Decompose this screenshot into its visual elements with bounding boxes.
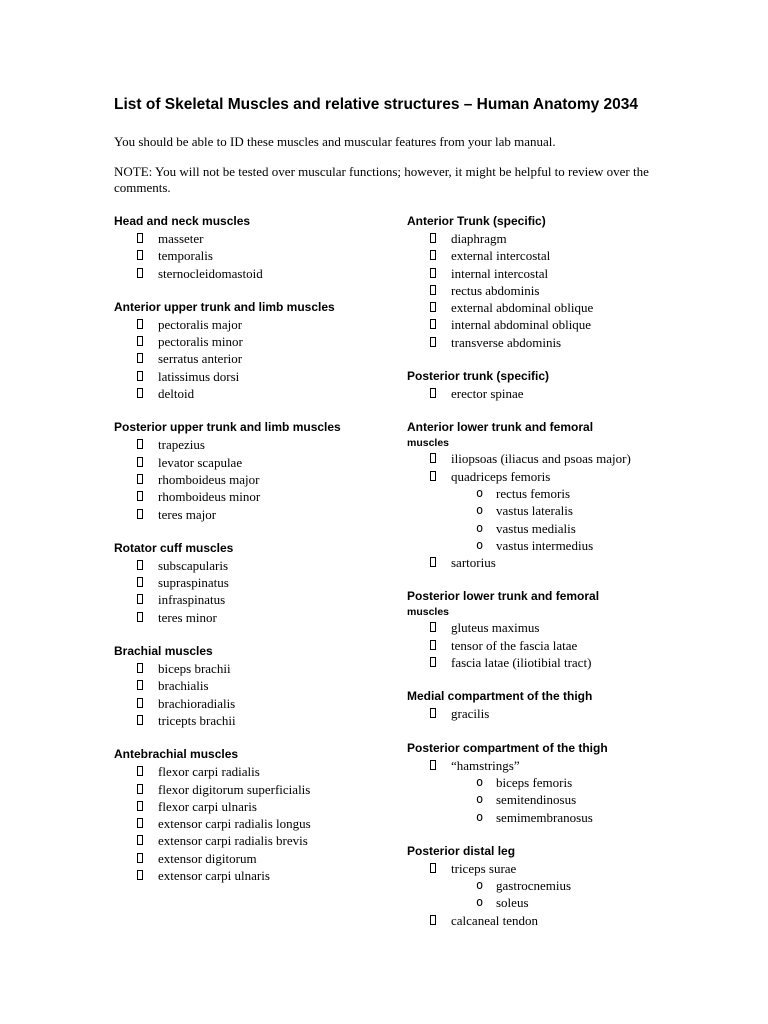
section-heading: Posterior trunk (specific) xyxy=(407,369,550,384)
checkbox-bullet-icon xyxy=(137,784,143,794)
checkbox-bullet-icon xyxy=(430,863,436,873)
muscle-list xyxy=(407,757,707,826)
item-label: supraspinatus xyxy=(158,575,229,591)
sub-item-label: rectus femoris xyxy=(496,485,571,501)
item-label: iliopsoas (iliacus and psoas major) xyxy=(451,451,631,467)
sub-item-label: vastus medialis xyxy=(496,520,576,536)
list-item xyxy=(407,316,707,333)
checkbox-bullet-icon xyxy=(137,319,143,329)
checkbox-bullet-icon xyxy=(430,250,436,260)
checkbox-bullet-icon xyxy=(430,640,436,650)
checkbox-bullet-icon xyxy=(430,285,436,295)
section-heading: Anterior lower trunk and femoral xyxy=(407,420,594,435)
item-label: flexor carpi radialis xyxy=(158,764,260,780)
checkbox-bullet-icon xyxy=(137,680,143,690)
note-text: NOTE: You will not be tested over muscular functions; however, it might be helpful to review over the comments. xyxy=(114,164,649,195)
muscle-list xyxy=(114,436,394,522)
checkbox-bullet-icon xyxy=(137,457,143,467)
item-label: sternocleidomastoid xyxy=(158,265,263,281)
item-label: trapezius xyxy=(158,437,205,453)
item-label: levator scapulae xyxy=(158,454,243,470)
list-item xyxy=(114,265,394,282)
list-item xyxy=(407,450,707,467)
item-label: pectoralis major xyxy=(158,316,243,332)
sub-list-item xyxy=(451,791,707,808)
item-label: masseter xyxy=(158,231,204,246)
list-item xyxy=(114,316,394,333)
checkbox-bullet-icon xyxy=(430,319,436,329)
muscle-list xyxy=(407,450,707,571)
checkbox-bullet-icon xyxy=(430,760,436,770)
section-heading: Anterior upper trunk and limb muscles xyxy=(114,299,335,314)
item-label: transverse abdominis xyxy=(451,334,562,350)
sub-list xyxy=(407,877,707,912)
checkbox-bullet-icon xyxy=(137,439,143,449)
checkbox-bullet-icon xyxy=(137,233,143,243)
sub-list-item xyxy=(451,774,707,791)
list-item xyxy=(114,867,394,884)
list-item xyxy=(114,781,394,798)
list-item xyxy=(407,247,707,264)
item-label: internal abdominal oblique xyxy=(451,317,592,333)
list-item xyxy=(114,436,394,453)
item-label: teres minor xyxy=(158,609,217,625)
list-item xyxy=(407,468,707,554)
section-posterior-trunk-specific xyxy=(407,367,707,402)
section-heading: Posterior lower trunk and femoral xyxy=(407,589,600,604)
list-item xyxy=(114,506,394,523)
list-item xyxy=(114,368,394,385)
sub-item-label: semimembranosus xyxy=(496,809,593,825)
list-item xyxy=(114,488,394,505)
sub-item-label: soleus xyxy=(496,895,529,911)
sub-list-item xyxy=(451,520,707,537)
checkbox-bullet-icon xyxy=(430,337,436,347)
section-heading: Medial compartment of the thigh xyxy=(407,689,593,704)
sub-list-item xyxy=(451,809,707,826)
item-label: external abdominal oblique xyxy=(451,300,594,316)
list-item xyxy=(407,265,707,282)
document-title: List of Skeletal Muscles and relative structures – Human Anatomy 2034 xyxy=(114,96,639,113)
muscle-list xyxy=(407,860,707,929)
checkbox-bullet-icon xyxy=(430,453,436,463)
muscle-list xyxy=(407,705,707,722)
checkbox-bullet-icon xyxy=(137,474,143,484)
list-item xyxy=(114,350,394,367)
list-item xyxy=(407,299,707,316)
list-item xyxy=(114,609,394,626)
section-heading: Antebrachial muscles xyxy=(114,747,239,762)
item-label: quadriceps femoris xyxy=(451,468,551,484)
list-item xyxy=(114,247,394,264)
list-item xyxy=(114,385,394,402)
item-label: fascia latae (iliotibial tract) xyxy=(451,655,592,671)
muscle-list xyxy=(114,230,394,282)
section-heading: Posterior compartment of the thigh xyxy=(407,740,608,755)
list-item xyxy=(114,677,394,694)
section-heading: Head and neck muscles xyxy=(114,214,251,228)
section-subheading: muscles xyxy=(407,606,450,619)
section-medial-compartment-of-the-thigh xyxy=(407,687,707,722)
item-label: flexor digitorum superficialis xyxy=(158,781,311,797)
checkbox-bullet-icon xyxy=(137,250,143,260)
sub-item-label: vastus lateralis xyxy=(496,503,573,519)
item-label: serratus anterior xyxy=(158,351,243,367)
sub-list-item xyxy=(451,537,707,554)
item-label: sartorius xyxy=(451,555,496,571)
section-head-and-neck-muscles xyxy=(114,212,394,282)
checkbox-bullet-icon xyxy=(137,371,143,381)
list-item xyxy=(407,385,707,402)
section-anterior-lower-trunk-and-femoral xyxy=(407,418,707,571)
section-heading: Posterior distal leg xyxy=(407,843,516,858)
checkbox-bullet-icon xyxy=(137,801,143,811)
section-anterior-upper-trunk-and-limb-muscles xyxy=(114,298,394,402)
checkbox-bullet-icon xyxy=(137,663,143,673)
list-item xyxy=(114,454,394,471)
list-item xyxy=(407,554,707,571)
checkbox-bullet-icon xyxy=(137,388,143,398)
checkbox-bullet-icon xyxy=(137,594,143,604)
item-label: calcaneal tendon xyxy=(451,912,538,928)
section-heading: Anterior Trunk (specific) xyxy=(407,214,546,228)
muscle-list xyxy=(407,385,707,402)
item-label: extensor carpi radialis brevis xyxy=(158,833,308,849)
checkbox-bullet-icon xyxy=(137,577,143,587)
checkbox-bullet-icon xyxy=(137,853,143,863)
item-label: teres major xyxy=(158,506,217,522)
checkbox-bullet-icon xyxy=(430,302,436,312)
section-heading: Posterior upper trunk and limb muscles xyxy=(114,420,341,435)
checkbox-bullet-icon xyxy=(430,557,436,567)
section-antebrachial-muscles xyxy=(114,745,394,884)
right-column xyxy=(407,212,707,929)
item-label: pectoralis minor xyxy=(158,334,243,350)
muscle-list xyxy=(114,557,394,626)
item-label: extensor carpi ulnaris xyxy=(158,868,270,884)
section-posterior-lower-trunk-and-femoral xyxy=(407,587,707,671)
item-label: gracilis xyxy=(451,706,490,722)
checkbox-bullet-icon xyxy=(430,708,436,718)
sub-list-item xyxy=(451,877,707,894)
checkbox-bullet-icon xyxy=(430,915,436,925)
list-item xyxy=(114,230,394,247)
checkbox-bullet-icon xyxy=(137,835,143,845)
intro-text: You should be able to ID these muscles and muscular features from your lab manual. xyxy=(114,134,556,149)
section-rotator-cuff-muscles xyxy=(114,539,394,626)
list-item xyxy=(407,637,707,654)
section-heading: Rotator cuff muscles xyxy=(114,540,234,555)
sub-item-label: semitendinosus xyxy=(496,792,577,808)
checkbox-bullet-icon xyxy=(137,491,143,501)
list-item xyxy=(407,619,707,636)
item-label: external intercostal xyxy=(451,248,551,264)
muscle-list xyxy=(114,660,394,729)
item-label: brachioradialis xyxy=(158,695,236,711)
sub-list-item xyxy=(451,894,707,911)
checkbox-bullet-icon xyxy=(430,233,436,243)
list-item xyxy=(407,282,707,299)
muscle-list xyxy=(407,230,707,351)
section-brachial-muscles xyxy=(114,642,394,729)
sub-list-item xyxy=(451,485,707,502)
left-column xyxy=(114,212,394,884)
item-label: rectus abdominis xyxy=(451,282,540,298)
checkbox-bullet-icon xyxy=(137,766,143,776)
checkbox-bullet-icon xyxy=(137,336,143,346)
checkbox-bullet-icon xyxy=(430,471,436,481)
section-posterior-compartment-of-the-thigh xyxy=(407,739,707,826)
checkbox-bullet-icon xyxy=(137,715,143,725)
list-item xyxy=(114,557,394,574)
list-item xyxy=(114,850,394,867)
list-item xyxy=(114,763,394,780)
section-posterior-upper-trunk-and-limb-muscles xyxy=(114,418,394,522)
list-item xyxy=(407,757,707,826)
item-label: rhomboideus minor xyxy=(158,489,261,505)
checkbox-bullet-icon xyxy=(430,388,436,398)
checkbox-bullet-icon xyxy=(137,509,143,519)
list-item xyxy=(114,815,394,832)
list-item xyxy=(407,334,707,351)
item-label: tricepts brachii xyxy=(158,712,236,728)
item-label: “hamstrings” xyxy=(451,757,520,773)
list-item xyxy=(114,832,394,849)
item-label: latissimus dorsi xyxy=(158,368,240,384)
checkbox-bullet-icon xyxy=(430,268,436,278)
section-posterior-distal-leg xyxy=(407,842,707,929)
muscle-list xyxy=(114,316,394,402)
list-item xyxy=(407,654,707,671)
item-label: temporalis xyxy=(158,248,213,264)
sub-list-item xyxy=(451,502,707,519)
item-label: biceps brachii xyxy=(158,661,231,677)
list-item xyxy=(114,471,394,488)
list-item xyxy=(114,333,394,350)
sub-item-label: gastrocnemius xyxy=(496,878,572,894)
checkbox-bullet-icon xyxy=(137,612,143,622)
item-label: extensor carpi radialis longus xyxy=(158,816,311,832)
checkbox-bullet-icon xyxy=(137,818,143,828)
item-label: subscapularis xyxy=(158,557,229,573)
sub-list xyxy=(407,774,707,826)
item-label: rhomboideus major xyxy=(158,471,260,487)
item-label: triceps surae xyxy=(451,860,517,876)
section-heading: Brachial muscles xyxy=(114,644,213,659)
item-label: diaphragm xyxy=(451,231,507,246)
item-label: extensor digitorum xyxy=(158,850,257,866)
list-item xyxy=(114,660,394,677)
sub-list xyxy=(407,485,707,554)
list-item xyxy=(114,695,394,712)
checkbox-bullet-icon xyxy=(137,353,143,363)
sub-item-label: vastus intermedius xyxy=(496,537,594,553)
muscle-list xyxy=(407,619,707,671)
checkbox-bullet-icon xyxy=(137,268,143,278)
item-label: gluteus maximus xyxy=(451,620,540,636)
list-item xyxy=(114,591,394,608)
list-item xyxy=(407,705,707,722)
list-item xyxy=(407,230,707,247)
checkbox-bullet-icon xyxy=(430,622,436,632)
section-anterior-trunk-specific xyxy=(407,212,707,351)
muscle-list xyxy=(114,763,394,884)
checkbox-bullet-icon xyxy=(137,560,143,570)
item-label: infraspinatus xyxy=(158,592,226,608)
item-label: internal intercostal xyxy=(451,265,549,281)
checkbox-bullet-icon xyxy=(137,698,143,708)
list-item xyxy=(407,912,707,929)
section-subheading: muscles xyxy=(407,437,450,450)
item-label: flexor carpi ulnaris xyxy=(158,798,257,814)
item-label: deltoid xyxy=(158,386,195,402)
checkbox-bullet-icon xyxy=(430,657,436,667)
item-label: erector spinae xyxy=(451,386,524,402)
list-item xyxy=(114,798,394,815)
list-item xyxy=(407,860,707,912)
sub-item-label: biceps femoris xyxy=(496,774,573,790)
item-label: tensor of the fascia latae xyxy=(451,637,578,653)
checkbox-bullet-icon xyxy=(137,870,143,880)
list-item xyxy=(114,712,394,729)
item-label: brachialis xyxy=(158,678,209,694)
list-item xyxy=(114,574,394,591)
